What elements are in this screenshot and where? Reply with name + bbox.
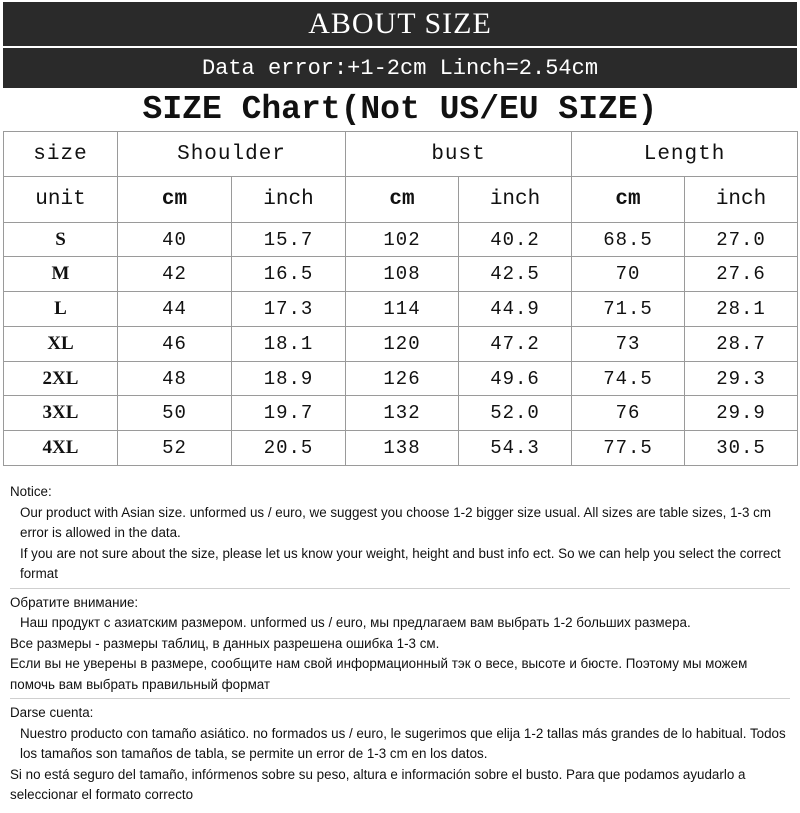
size-rows	[4, 222, 798, 465]
table-unit-row	[4, 177, 798, 222]
unit-cell: inch	[685, 177, 798, 222]
size-chart-title: SIZE Chart(Not US/EU SIZE)	[142, 91, 658, 128]
value-cell: 27.6	[685, 257, 798, 292]
unit-cell: inch	[232, 177, 346, 222]
value-cell: 15.7	[232, 222, 346, 257]
value-cell: 30.5	[685, 431, 798, 466]
notes-paragraph: Si no está seguro del tamaño, infórmenos sobre su peso, altura e información sobre el busto. Para que podamos ayudarlo a seleccionar el formato correcto	[10, 766, 746, 802]
value-cell: 54.3	[459, 431, 572, 466]
shoulder-header: Shoulder	[118, 132, 346, 177]
unit-header: unit	[4, 177, 118, 222]
notes-english	[10, 482, 790, 589]
notes-paragraph: Our product with Asian size. unformed us / euro, we suggest you choose 1-2 bigger size usual. All sizes are table sizes, 1-3 cm error is allowed in the data.	[20, 504, 771, 540]
notes-heading: Darse cuenta:	[10, 705, 94, 720]
value-cell: 46	[118, 326, 232, 361]
notes-paragraph: Наш продукт с азиатским размером. unformed us / euro, мы предлагаем вам выбрать 1-2 больших размера.	[20, 615, 691, 630]
table-row	[4, 361, 798, 396]
unit-cell: cm	[118, 177, 232, 222]
unit-cell: inch	[459, 177, 572, 222]
table-row	[4, 431, 798, 466]
size-cell: L	[4, 292, 118, 327]
value-cell: 29.3	[685, 361, 798, 396]
value-cell: 29.9	[685, 396, 798, 431]
value-cell: 44	[118, 292, 232, 327]
value-cell: 73	[572, 326, 685, 361]
about-size-title: ABOUT SIZE	[3, 2, 797, 46]
value-cell: 68.5	[572, 222, 685, 257]
value-cell: 108	[346, 257, 459, 292]
table-row	[4, 257, 798, 292]
value-cell: 114	[346, 292, 459, 327]
value-cell: 20.5	[232, 431, 346, 466]
value-cell: 76	[572, 396, 685, 431]
notes-paragraph: Если вы не уверены в размере, сообщите нам свой информационный тэк о весе, высоте и бюсте. Поэтому мы можем помочь вам выбрать правильный формат	[10, 656, 748, 692]
data-error-note: Data error:+1-2cm Linch=2.54cm	[3, 48, 797, 88]
size-cell: 2XL	[4, 361, 118, 396]
value-cell: 19.7	[232, 396, 346, 431]
size-cell: XL	[4, 326, 118, 361]
value-cell: 49.6	[459, 361, 572, 396]
table-row	[4, 396, 798, 431]
unit-cell: cm	[572, 177, 685, 222]
value-cell: 102	[346, 222, 459, 257]
size-header: size	[4, 132, 118, 177]
value-cell: 52	[118, 431, 232, 466]
value-cell: 44.9	[459, 292, 572, 327]
size-cell: 4XL	[4, 431, 118, 466]
value-cell: 138	[346, 431, 459, 466]
value-cell: 70	[572, 257, 685, 292]
value-cell: 52.0	[459, 396, 572, 431]
notes-russian	[10, 593, 790, 700]
value-cell: 120	[346, 326, 459, 361]
value-cell: 77.5	[572, 431, 685, 466]
notes-paragraph: If you are not sure about the size, please let us know your weight, height and bust info ect. So we can help you select the correct format	[20, 545, 781, 581]
value-cell: 28.1	[685, 292, 798, 327]
size-cell: S	[4, 222, 118, 257]
value-cell: 28.7	[685, 326, 798, 361]
unit-cell: cm	[346, 177, 459, 222]
table-row	[4, 326, 798, 361]
notes-heading: Обратите внимание:	[10, 594, 139, 610]
value-cell: 18.1	[232, 326, 346, 361]
notes-paragraph: Все размеры - размеры таблиц, в данных разрешена ошибка 1-3 см.	[10, 635, 440, 651]
value-cell: 40	[118, 222, 232, 257]
bust-header: bust	[346, 132, 572, 177]
value-cell: 27.0	[685, 222, 798, 257]
size-table	[3, 131, 798, 466]
value-cell: 17.3	[232, 292, 346, 327]
value-cell: 50	[118, 396, 232, 431]
notes-section	[10, 482, 790, 813]
notes-paragraph: Nuestro producto con tamaño asiático. no formados us / euro, le sugerimos que elija 1-2 tallas más grandes de lo habitual. Todos los tamaños son tamaños de tabla, se permite un error de 1-3 cm en los datos.	[20, 725, 786, 761]
notes-heading: Notice:	[10, 484, 52, 499]
value-cell: 42.5	[459, 257, 572, 292]
value-cell: 42	[118, 257, 232, 292]
value-cell: 126	[346, 361, 459, 396]
value-cell: 16.5	[232, 257, 346, 292]
size-cell: M	[4, 257, 118, 292]
table-row	[4, 292, 798, 327]
value-cell: 18.9	[232, 361, 346, 396]
value-cell: 71.5	[572, 292, 685, 327]
notes-spanish	[10, 703, 790, 809]
table-header-row	[4, 132, 798, 177]
value-cell: 132	[346, 396, 459, 431]
table-row	[4, 222, 798, 257]
value-cell: 74.5	[572, 361, 685, 396]
value-cell: 47.2	[459, 326, 572, 361]
value-cell: 48	[118, 361, 232, 396]
value-cell: 40.2	[459, 222, 572, 257]
size-cell: 3XL	[4, 396, 118, 431]
length-header: Length	[572, 132, 798, 177]
